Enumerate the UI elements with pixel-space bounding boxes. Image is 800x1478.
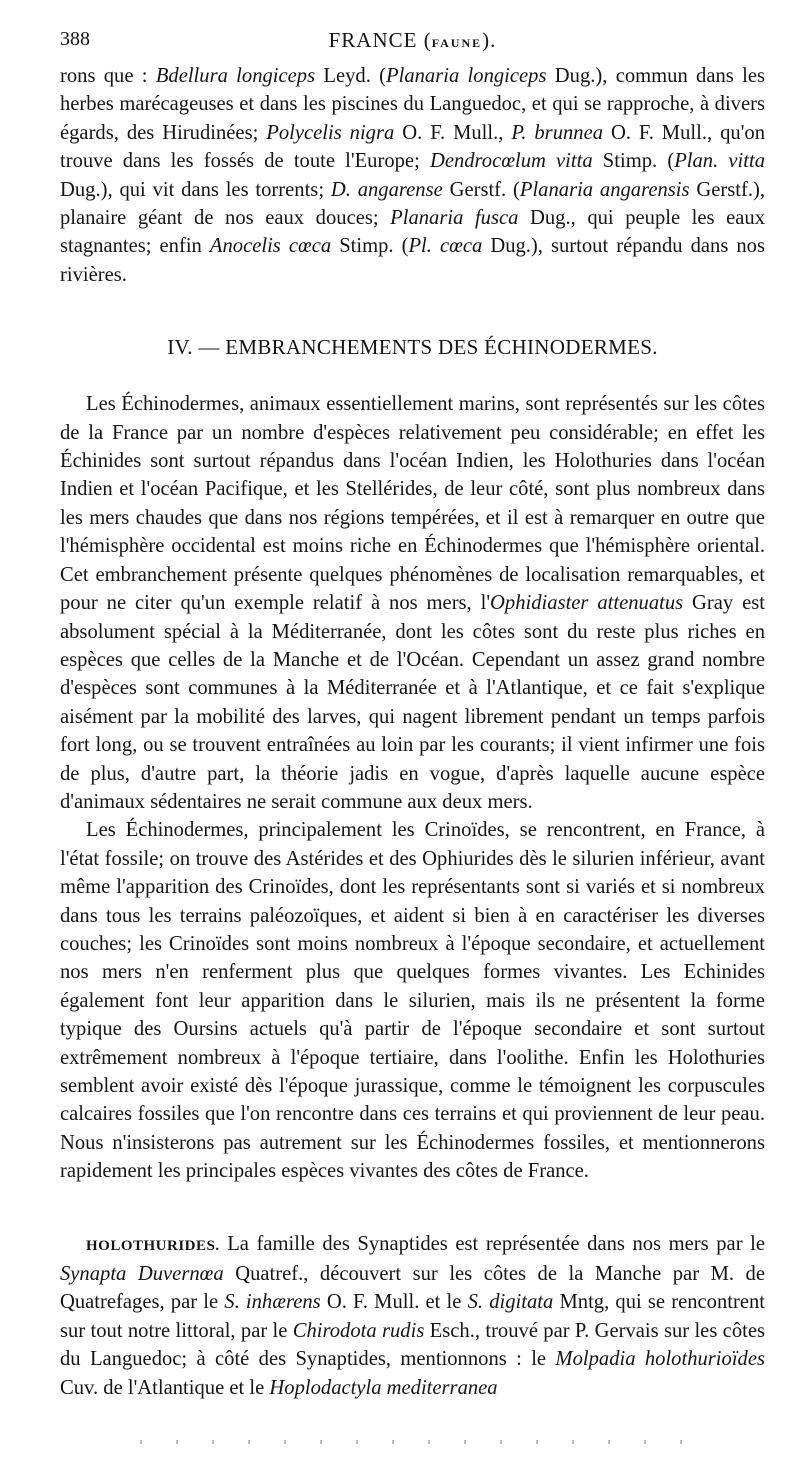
book-page <box>60 28 765 1402</box>
footer-dots <box>140 1440 700 1444</box>
running-title <box>60 28 765 53</box>
page-number: 388 <box>60 28 90 50</box>
paragraph-echinodermes: Les Échinodermes, animaux essentiellement marins, sont représentés sur les côtes de la France par un nombre d'espèces relativement peu considérable; en effet les Échinides sont surtout répandus dans l'océan Indien, les Holothuries dans l'océan Indien et l'océan Pacifique, et les Stellérides, de leur côté, sont plus nombreux dans les mers chaudes que dans nos régions tempérées, et il est à remarquer en outre que l'hémisphère occidental est moins riche en Échinodermes que l'hémisphère oriental. Cet embranchement présente quelques phénomènes de localisation remarquables, et pour ne citer qu'un exemple relatif à nos mers, l'Ophidiaster attenuatus Gray est absolument spécial à la Méditerranée, dont les côtes sont du reste plus riches en espèces que celles de la Manche et de l'Océan. Cependant un assez grand nombre d'espèces sont communes à la Méditerranée et à l'Atlantique, et ce fait s'explique aisément par la mobilité des larves, qui nagent librement pendant un temps parfois fort long, ou se trouvent entraînées au loin par les courants; il vient infirmer une fois de plus, d'autre part, la théorie jadis en vogue, d'après laquelle aucune espèce d'animaux sédentaires ne serait commune aux deux mers. <box>60 393 765 813</box>
paragraph-planaires: rons que : Bdellura longiceps Leyd. (Planaria longiceps Dug.), commun dans les herbes marécageuses et dans les piscines du Languedoc, et qui se rapproche, à divers égards, des Hirudinées; Polycelis nigra O. F. Mull., P. brunnea O. F. Mull., qu'on trouve dans les fossés de toute l'Europe; Dendrocœlum vitta Stimp. (Plan. vitta Dug.), qui vit dans les torrents; D. angarense Gerstf. (Planaria angarensis Gerstf.), planaire géant de nos eaux douces; Planaria fusca Dug., qui peuple les eaux stagnantes; enfin Anocelis cœca Stimp. (Pl. cœca Dug.), surtout répandu dans nos rivières. <box>60 65 765 286</box>
running-head <box>60 28 765 62</box>
running-title-main: FRANCE ( <box>328 28 432 52</box>
running-title-small: FAUNE <box>431 36 483 50</box>
family-name: HOLOTHURIDES. <box>86 1237 220 1254</box>
running-title-end: ). <box>482 28 497 52</box>
paragraph-holothurides: HOLOTHURIDES. La famille des Synaptides est représentée dans nos mers par le Synapta Duvernœa Quatref., découvert sur les côtes de la Manche par M. de Quatrefages, par le S. inhærens O. F. Mull. et le S. digitata Mntg, qui se rencontrent sur tout notre littoral, par le Chirodota rudis Esch., trouvé par P. Gervais sur les côtes du Languedoc; à côté des Synaptides, mentionnons : le Molpadia holothurioïdes Cuv. de l'Atlantique et le Hoplodactyla mediterranea <box>60 1232 765 1399</box>
section-heading: IV. — EMBRANCHEMENTS DES ÉCHINODERMES. <box>167 335 658 360</box>
paragraph-fossiles: Les Échinodermes, principalement les Crinoïdes, se rencontrent, en France, à l'état fossile; on trouve des Astérides et des Ophiurides dès le silurien inférieur, avant même l'apparition des Crinoïdes, dont les représentants sont si variés et si nombreux dans tous les terrains paléozoïques, et aident si bien à en caractériser les diverses couches; les Crinoïdes sont moins nombreux à l'époque secondaire, et actuellement nos mers n'en renferment plus que quelques formes vivantes. Les Echinides également font leur apparition dans le silurien, mais ils ne présentent la forme typique des Oursins actuels qu'à partir de l'époque secondaire et sont surtout extrêmement nombreux à l'époque tertiaire, dans l'oolithe. Enfin les Holothuries semblent avoir existé dès l'époque jurassique, comme le témoignent les corpuscules calcaires fossiles que l'on rencontre dans ces terrains et qui proviennent de leur peau. Nous n'insisterons pas autrement sur les Échinodermes fossiles, et mentionnerons rapidement les principales espèces vivantes des côtes de France. <box>60 819 765 1183</box>
